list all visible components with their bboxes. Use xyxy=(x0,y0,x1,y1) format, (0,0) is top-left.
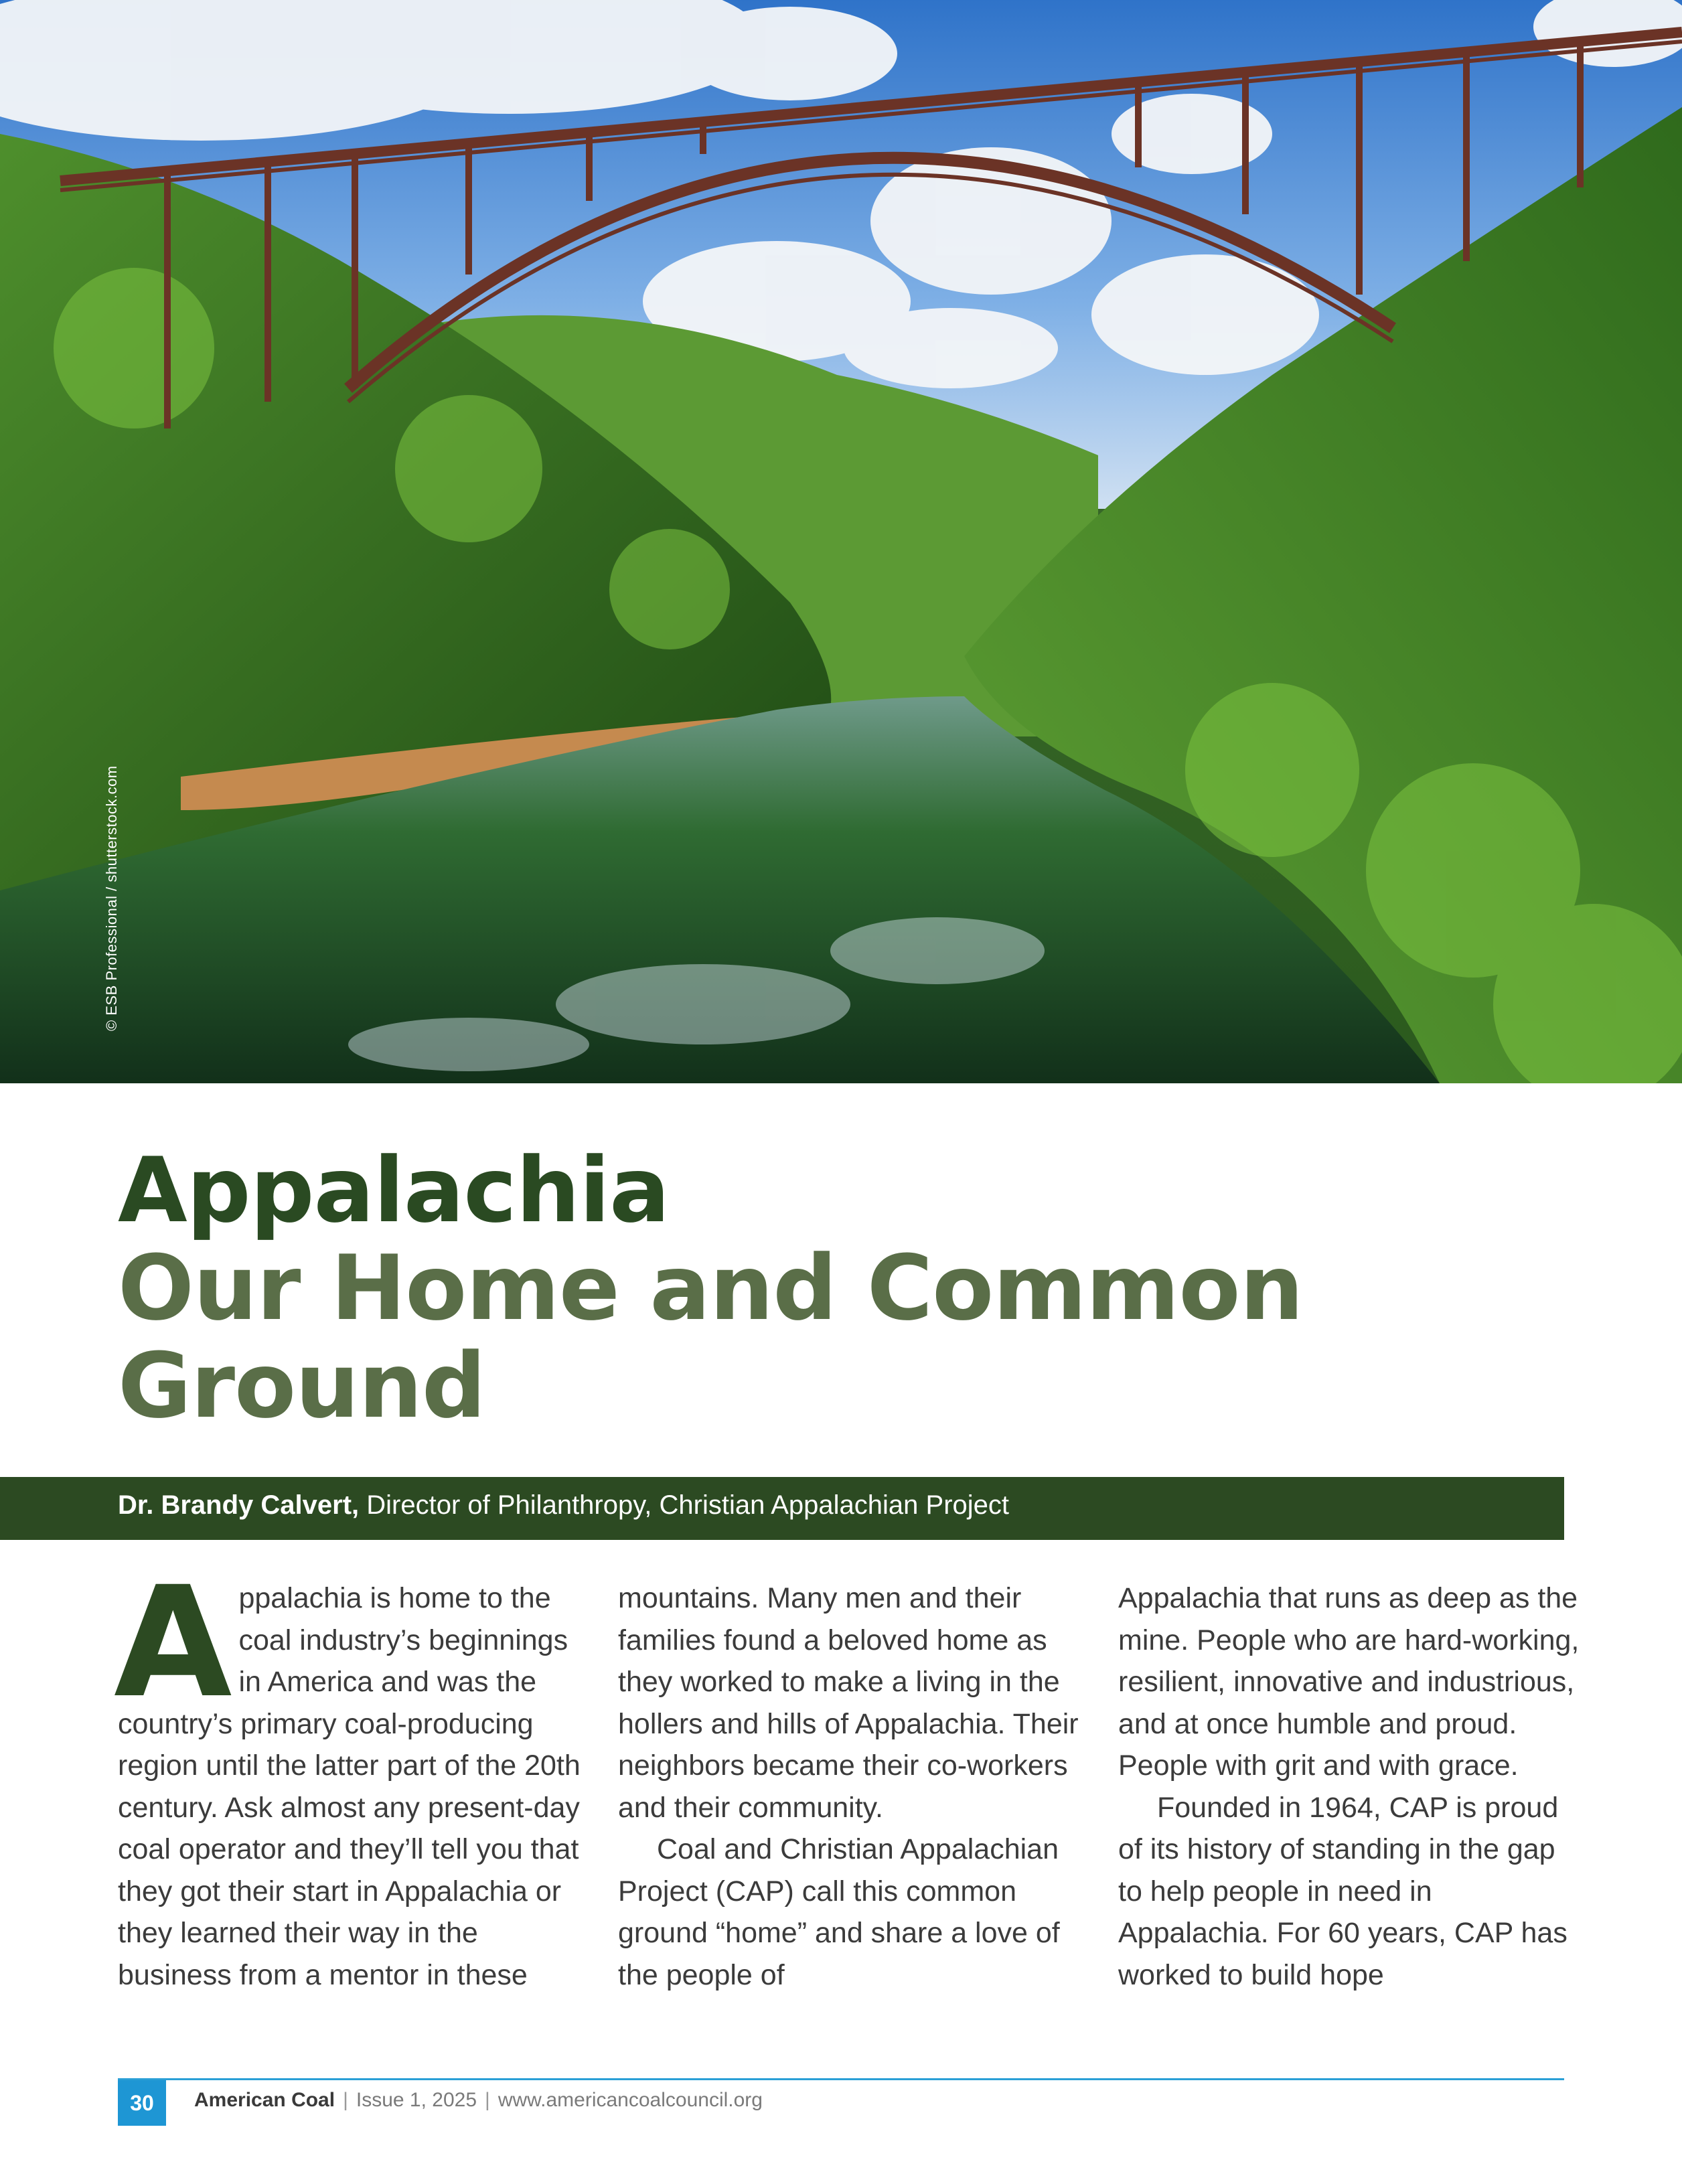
byline xyxy=(118,1490,1009,1520)
column-1-paragraph-1: ppalachia is home to the coal industry’s beginnings in America and was the country’s primary coal-producing region until the latter part of the 20th century. Ask almost any present-day coal operator and they’ll tell you that they got their start in Appalachia or they learned their way in the business from a mentor in these xyxy=(118,1582,581,1991)
column-3-paragraph-1: Appalachia that runs as deep as the mine. People who are hard-working, resilient, innovative and industrious, and at once humble and proud. People with grit and with grace. xyxy=(1118,1582,1580,1782)
footer-rule xyxy=(118,2078,1564,2080)
gorge-bridge-illustration xyxy=(0,0,1682,1083)
footer-separator: | xyxy=(343,2089,348,2111)
column-2-paragraph-2: Coal and Christian Appalachian Project (CAP) call this common ground “home” and share a love of the people of xyxy=(618,1833,1060,1991)
footer-magazine: American Coal xyxy=(194,2089,335,2111)
footer-issue: Issue 1, 2025 xyxy=(356,2089,477,2111)
article-header xyxy=(118,1138,1557,1438)
article-column-3 xyxy=(1118,1577,1587,1996)
drop-cap: A xyxy=(114,1553,232,1731)
byline-role: Director of Philanthropy, Christian Appalachian Project xyxy=(366,1490,1010,1520)
article-subtitle: Our Home and Common Ground xyxy=(118,1236,1303,1438)
footer-separator-2: | xyxy=(485,2089,490,2111)
byline-bar xyxy=(0,1477,1564,1540)
photo-credit: © ESB Professional / shutterstock.com xyxy=(103,765,120,1031)
page-number: 30 xyxy=(118,2080,166,2126)
column-3-paragraph-2: Founded in 1964, CAP is proud of its history of standing in the gap to help people in need in Appalachia. For 60 years, CAP has worked to build hope xyxy=(1118,1791,1568,1991)
column-2-paragraph-1: mountains. Many men and their families found a beloved home as they worked to make a living in the hollers and hills of Appalachia. Their neighbors became their co-workers and their community. xyxy=(618,1582,1079,1824)
article-title: Appalachia xyxy=(118,1138,670,1243)
footer-info xyxy=(194,2089,763,2112)
article-column-2 xyxy=(618,1577,1087,1996)
hero-photo xyxy=(0,0,1682,1083)
footer-website[interactable]: www.americancoalcouncil.org xyxy=(498,2089,763,2111)
byline-author: Dr. Brandy Calvert, xyxy=(118,1490,360,1520)
article-column-1 xyxy=(114,1553,587,1996)
